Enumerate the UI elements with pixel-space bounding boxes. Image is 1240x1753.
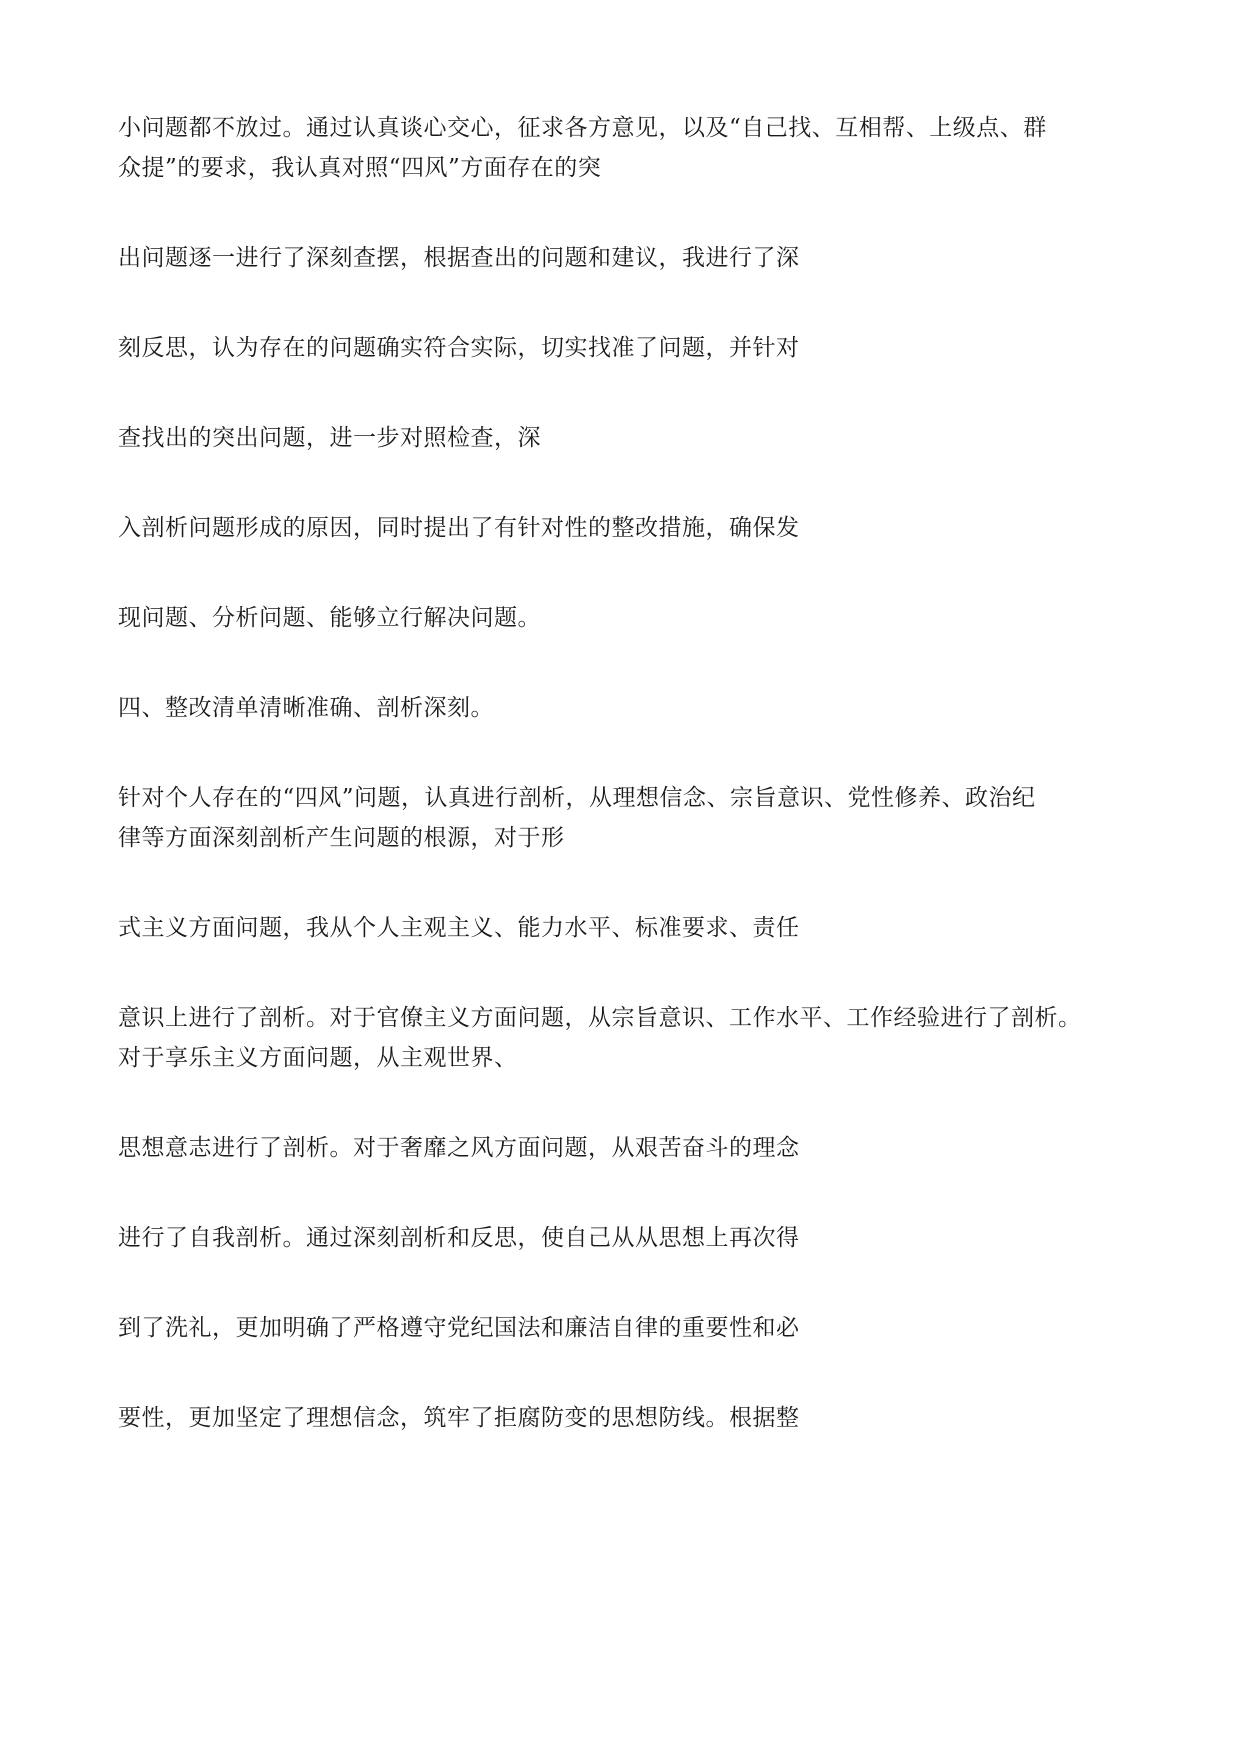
paragraph-2 bbox=[118, 238, 1138, 278]
paragraph-6 bbox=[118, 598, 1138, 638]
text-line: 现问题、分析问题、能够立行解决问题。 bbox=[118, 605, 541, 631]
text-line: 入剖析问题形成的原因，同时提出了有针对性的整改措施，确保发 bbox=[118, 515, 800, 541]
text-line: 小问题都不放过。通过认真谈心交心，征求各方意见，以及“自己找、互相帮、上级点、群 bbox=[118, 115, 1047, 141]
paragraph-8 bbox=[118, 778, 1138, 858]
paragraph-4 bbox=[118, 418, 1138, 458]
paragraph-12 bbox=[118, 1218, 1138, 1258]
text-line: 查找出的突出问题，进一步对照检查，深 bbox=[118, 425, 541, 451]
text-line: 对于享乐主义方面问题，从主观世界、 bbox=[118, 1045, 518, 1071]
text-line: 刻反思，认为存在的问题确实符合实际，切实找准了问题，并针对 bbox=[118, 335, 800, 361]
paragraph-9 bbox=[118, 908, 1138, 948]
paragraph-13 bbox=[118, 1308, 1138, 1348]
paragraph-1 bbox=[118, 108, 1138, 188]
paragraph-5 bbox=[118, 508, 1138, 548]
text-line: 众提”的要求，我认真对照“四风”方面存在的突 bbox=[118, 155, 602, 181]
text-line: 针对个人存在的“四风”问题，认真进行剖析，从理想信念、宗旨意识、党性修养、政治纪 bbox=[118, 785, 1036, 811]
text-line: 到了洗礼，更加明确了严格遵守党纪国法和廉洁自律的重要性和必 bbox=[118, 1315, 800, 1341]
text-line: 进行了自我剖析。通过深刻剖析和反思，使自己从从思想上再次得 bbox=[118, 1225, 800, 1251]
text-line: 要性，更加坚定了理想信念，筑牢了拒腐防变的思想防线。根据整 bbox=[118, 1405, 800, 1431]
text-line: 式主义方面问题，我从个人主观主义、能力水平、标准要求、责任 bbox=[118, 915, 800, 941]
text-line: 思想意志进行了剖析。对于奢靡之风方面问题，从艰苦奋斗的理念 bbox=[118, 1135, 800, 1161]
section-heading bbox=[118, 688, 1138, 728]
text-line: 律等方面深刻剖析产生问题的根源，对于形 bbox=[118, 825, 565, 851]
paragraph-10 bbox=[118, 998, 1138, 1078]
paragraph-3 bbox=[118, 328, 1138, 368]
heading-line: 四、整改清单清晰准确、剖析深刻。 bbox=[118, 695, 494, 721]
text-line: 意识上进行了剖析。对于官僚主义方面问题，从宗旨意识、工作水平、工作经验进行了剖析。 bbox=[118, 1005, 1082, 1031]
paragraph-14 bbox=[118, 1398, 1138, 1438]
text-line: 出问题逐一进行了深刻查摆，根据查出的问题和建议，我进行了深 bbox=[118, 245, 800, 271]
paragraph-11 bbox=[118, 1128, 1138, 1168]
